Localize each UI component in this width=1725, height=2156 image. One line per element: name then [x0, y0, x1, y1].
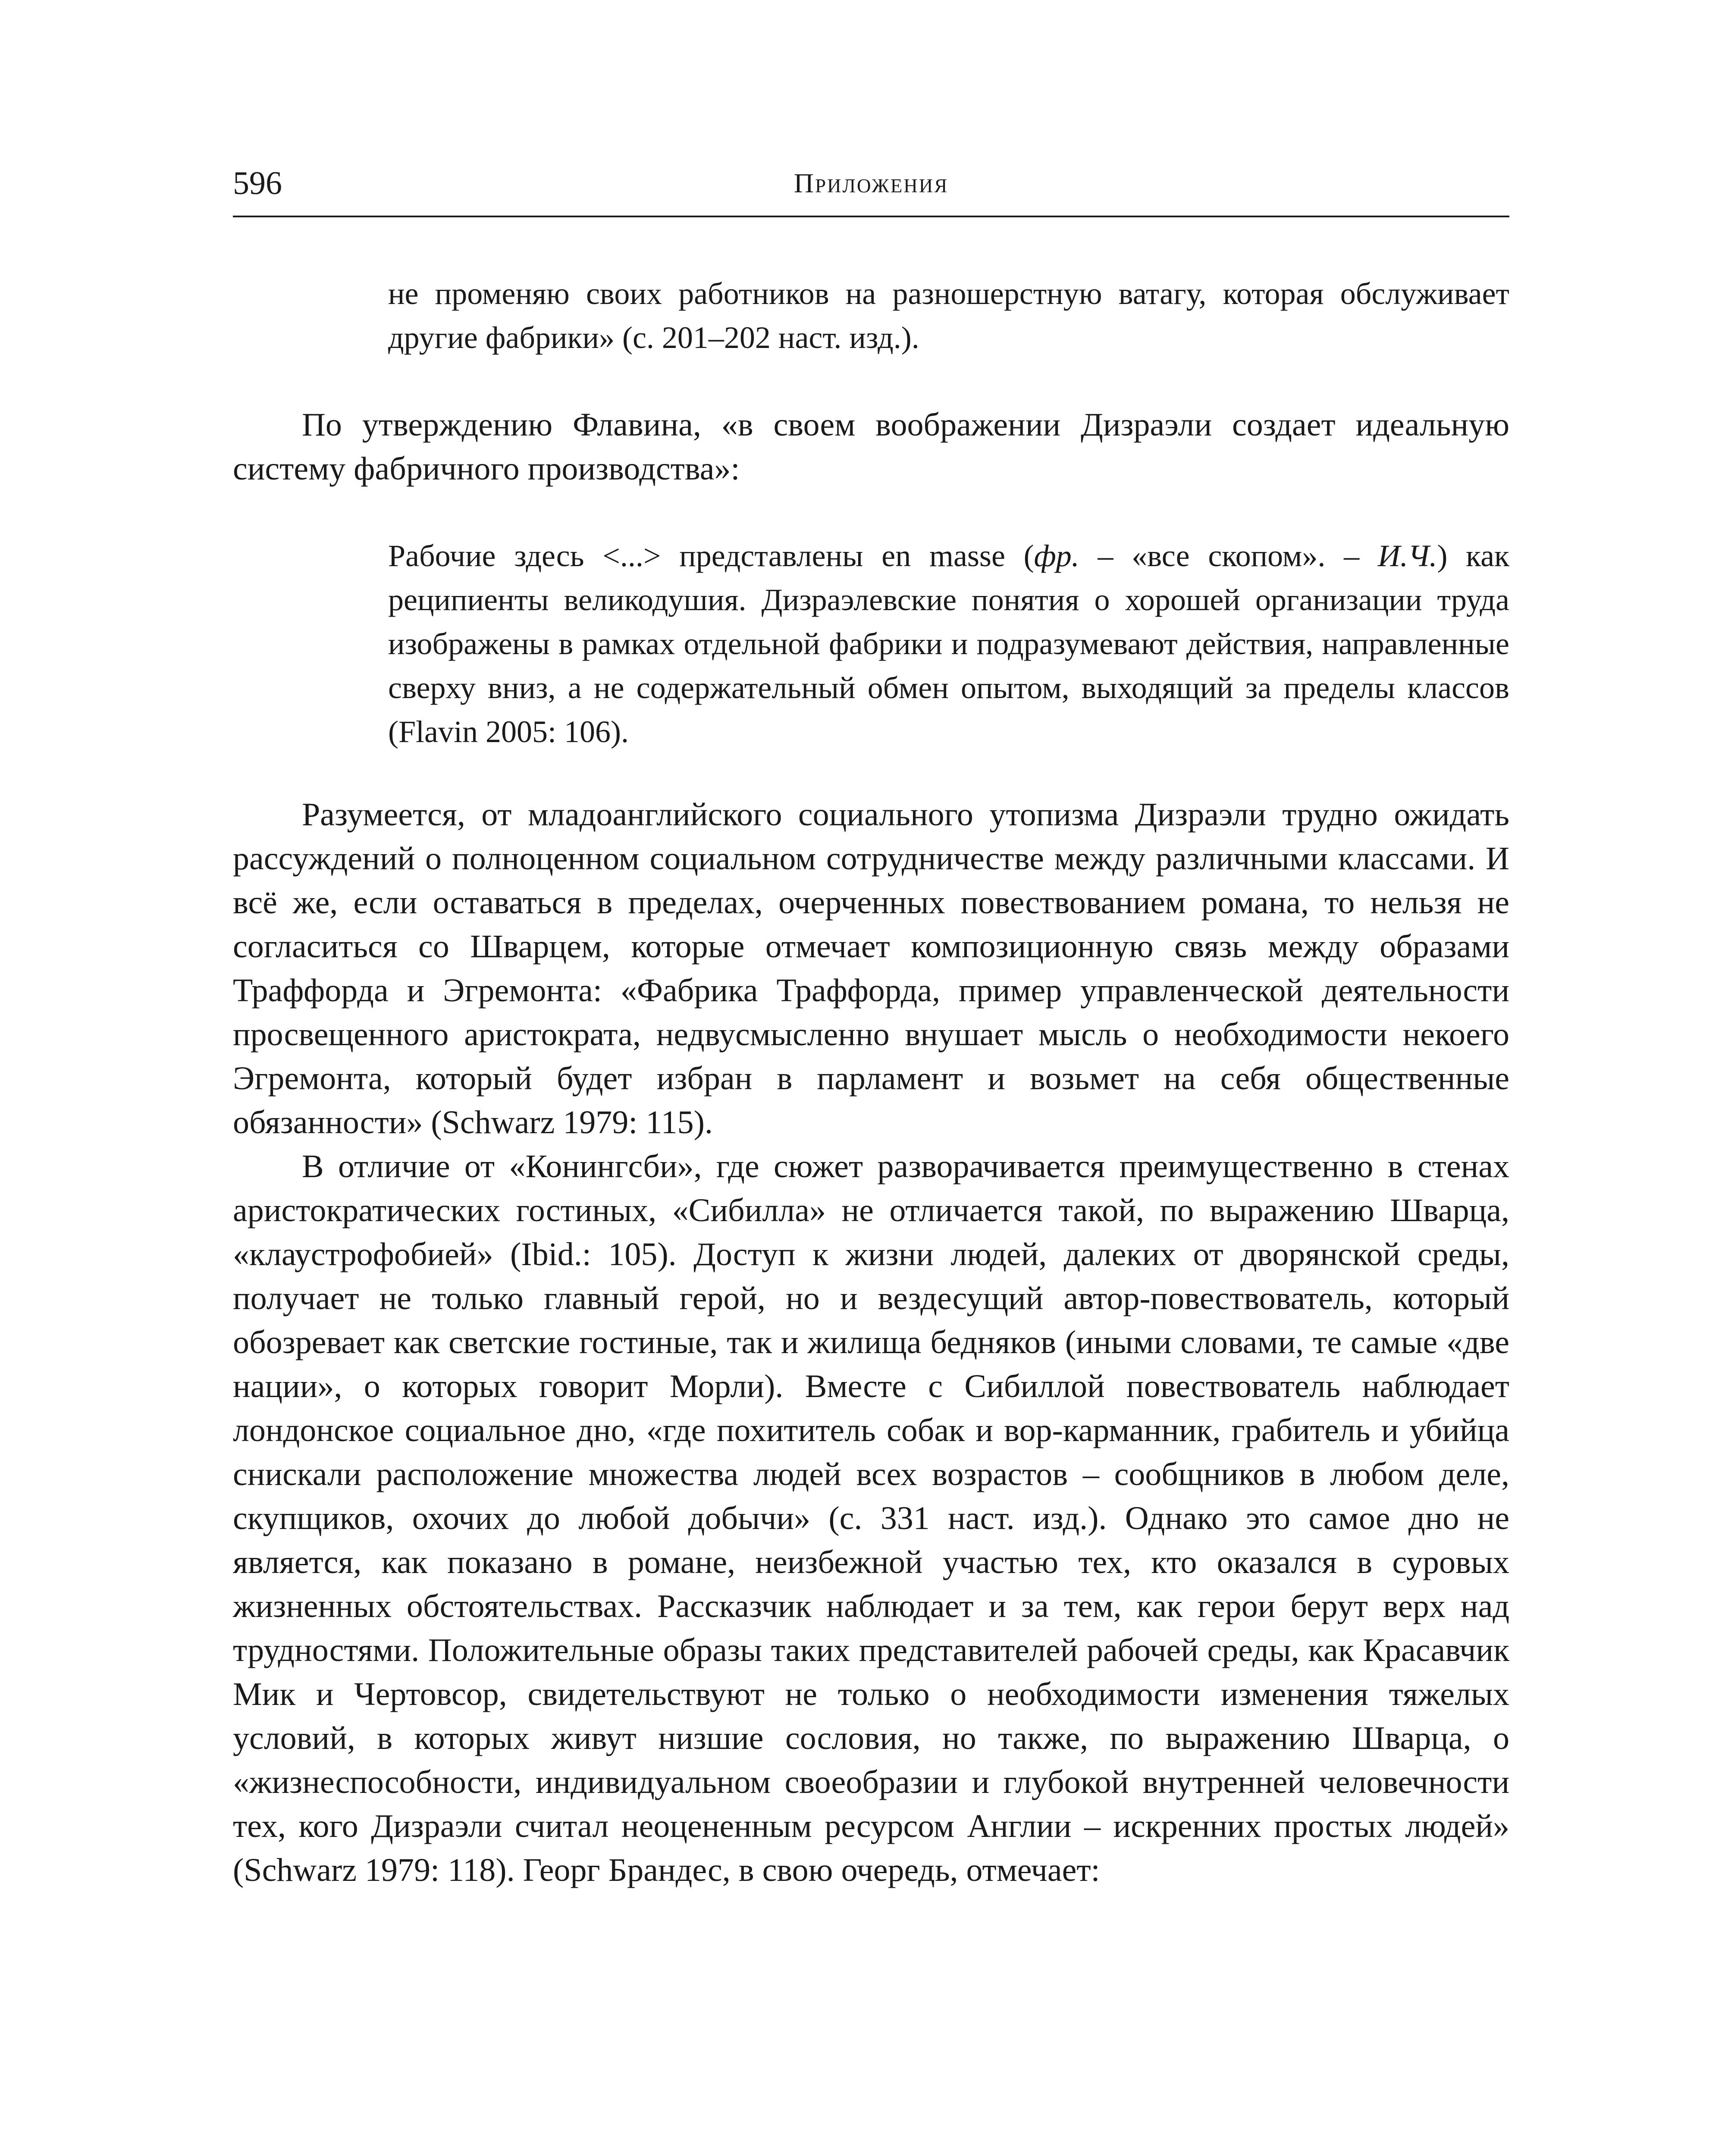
running-title: Приложения: [794, 168, 949, 198]
quote-text-end: ) как реципиенты великодушия. Дизраэлевские понятия о хорошей организации труда изображены в рамках отдельной фабрики и подразумевают действия, направленные сверху вниз, а не содержательный обмен опытом, выходящий за пределы классов (Flavin 2005: 106).: [388, 539, 1510, 749]
abbreviation-fr: фр.: [1034, 539, 1079, 573]
page-content: [233, 272, 1509, 1892]
book-page: [233, 155, 1510, 1888]
page-number: 596: [233, 165, 282, 201]
translator-initials: И.Ч.: [1377, 539, 1437, 573]
quote-text-middle: – «все скопом». –: [1079, 539, 1378, 573]
running-header: [233, 155, 1509, 207]
paragraph-schwarz: Разумеется, от младоанглийского социального утопизма Дизраэли трудно ожидать рассуждений о полноценном социальном сотрудничестве между различными классами. И всё же, если оставаться в пределах, очерченных повествованием романа, то нельзя не согласиться со Шварцем, которые отмечает композиционную связь между образами Траффорда и Эгремонта: «Фабрика Траффорда, пример управленческой деятельности просвещенного аристократа, недвусмысленно внушает мысль о необходимости некоего Эгремонта, который будет избран в парламент и возьмет на себя общественные обязанности» (Schwarz 1979: 115).: [233, 796, 1509, 1141]
quote-text-start: Рабочие здесь <...> представлены en masse (: [388, 539, 1034, 573]
paragraph-flavin: По утверждению Флавина, «в своем воображении Дизраэли создает идеальную систему фабричного производства»:: [233, 407, 1509, 487]
header-rule: [233, 216, 1509, 217]
block-quote-flavin: [388, 534, 1509, 754]
block-quote-continuation: не променяю своих работников на разношерстную ватагу, которая обслуживает другие фабрики» (с. 201–202 наст. изд.).: [388, 276, 1509, 355]
paragraph-sybil: В отличие от «Конингсби», где сюжет разворачивается преимущественно в стенах аристократических гостиных, «Сибилла» не отличается такой, по выражению Шварца, «клаустрофобией» (Ibid.: 105). Доступ к жизни людей, далеких от дворянской среды, получает не только главный герой, но и вездесущий автор-повествователь, который обозревает как светские гостиные, так и жилища бедняков (иными словами, те самые «две нации», о которых говорит Морли). Вместе с Сибиллой повествователь наблюдает лондонское социальное дно, «где похититель собак и вор-карманник, грабитель и убийца снискали расположение множества людей всех возрастов – сообщников в любом деле, скупщиков, охочих до любой добычи» (с. 331 наст. изд.). Однако это самое дно не является, как показано в романе, неизбежной участью тех, кто оказался в суровых жизненных обстоятельствах. Рассказчик наблюдает и за тем, как герои берут верх над трудностями. Положительные образы таких представителей рабочей среды, как Красавчик Мик и Чертовсор, свидетельствуют не только о необходимости изменения тяжелых условий, в которых живут низшие сословия, но также, по выражению Шварца, о «жизнеспособности, индивидуальном своеобразии и глубокой внутренней человечности тех, кого Дизраэли считал неоцененным ресурсом Англии – искренних простых людей» (Schwarz 1979: 118). Георг Брандес, в свою очередь, отмечает:: [233, 1148, 1509, 1888]
